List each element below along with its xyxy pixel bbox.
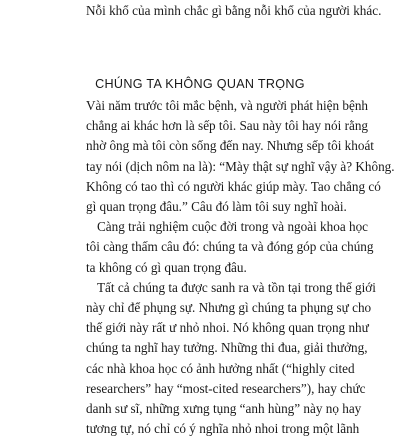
text-line: chúng ta nghĩ hay tưởng. Những thi đua, giải thưởng,: [86, 340, 368, 356]
top-text-line: Nỗi khổ của mình chắc gì bằng nỗi khổ của người khác.: [86, 3, 382, 18]
paragraph-2: [86, 217, 400, 278]
text-line: Vài năm trước tôi mắc bệnh, và người phát hiện bệnh: [86, 98, 369, 113]
text-line: researchers” hay “most-cited researchers”), hay chức: [86, 380, 366, 396]
text-line: các nhà khoa học có ảnh hưởng nhất (“highly cited: [86, 360, 355, 376]
text-line: chẳng ai khác hơn là sếp tôi. Sau này tôi hay nói rằng: [86, 118, 369, 134]
paragraph-3: [86, 278, 400, 439]
text-line: này chỉ để phụng sự. Nhưng gì chúng ta phụng sự cho: [86, 300, 372, 316]
text-line: Không có tao thì có người khác giúp mày. Tao chẳng có: [86, 178, 381, 194]
body-text: [86, 96, 400, 439]
text-line: ta không có gì quan trọng đâu.: [86, 259, 247, 275]
text-line: gì quan trọng đâu.” Câu đó làm tôi suy nghĩ hoài.: [86, 199, 347, 215]
text-line: thế giới này rất ư nhỏ nhoi. Nó không quan trọng như: [86, 320, 369, 336]
text-line: nhờ ông mà tôi còn sống đến nay. Nhưng sếp tôi khoát: [86, 138, 374, 154]
text-line: tương tự, nó chỉ có ý nghĩa nhỏ nhoi trong một lãnh: [86, 421, 360, 437]
text-line: tôi càng thấm câu đó: chúng ta và đóng góp của chúng: [86, 239, 374, 255]
text-line: tay nói (dịch nôm na là): “Mày thật sự nghĩ vậy à? Không.: [86, 158, 395, 174]
paragraph-1: [86, 96, 400, 217]
text-line: danh sư sĩ, những xưng tụng “anh hùng” này nọ hay: [86, 401, 362, 417]
text-line: Tất cả chúng ta được sanh ra và tồn tại trong thế giới: [97, 279, 376, 295]
section-title: CHÚNG TA KHÔNG QUAN TRỌNG: [95, 77, 305, 92]
text-line: Càng trải nghiệm cuộc đời trong và ngoài khoa học: [97, 219, 369, 235]
